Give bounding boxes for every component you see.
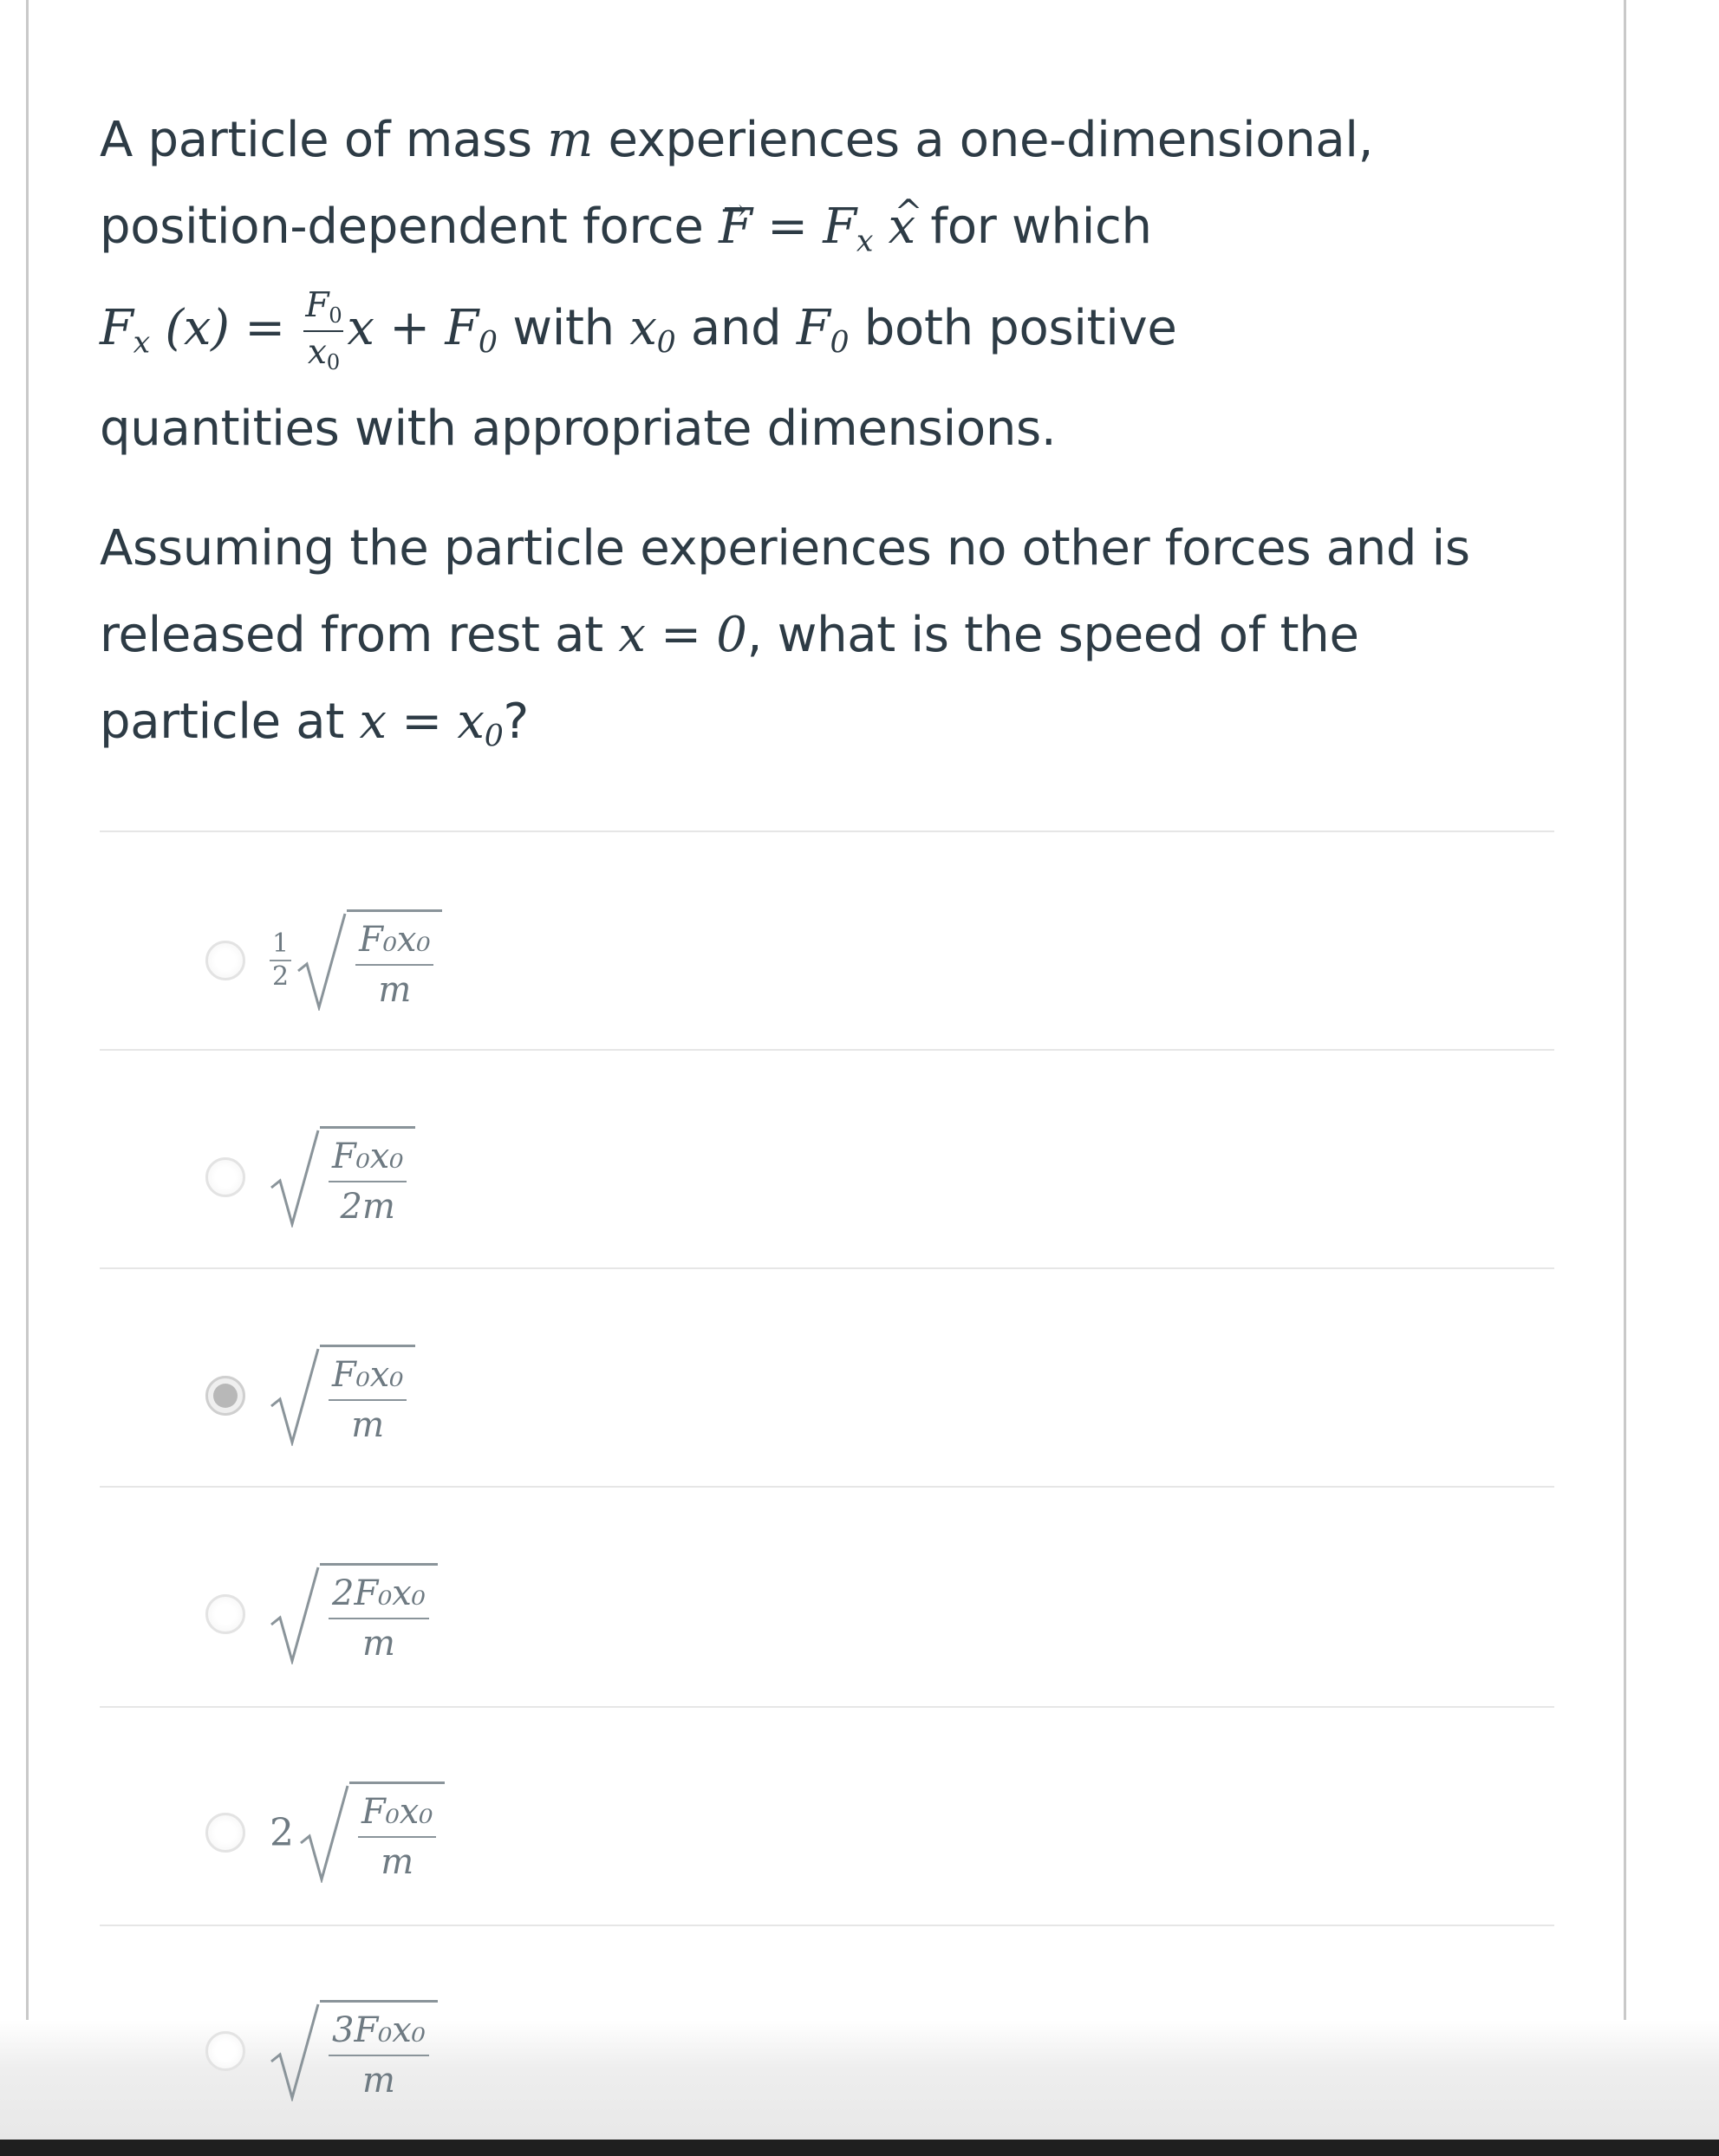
sub-0: 0	[478, 325, 498, 361]
square-root-icon	[296, 910, 347, 1011]
sub-0: 0	[484, 720, 504, 755]
math-x0: x	[629, 299, 657, 356]
radicand-fraction	[320, 1345, 415, 1444]
radio-dot	[213, 1384, 238, 1408]
answer-formula	[270, 910, 442, 1011]
text: Assuming the particle experiences no other forces and is	[100, 520, 1470, 577]
radicand-denominator: m	[378, 969, 412, 1010]
math-fraction-F0-over-x0	[303, 286, 343, 375]
math-Fx: F	[100, 299, 133, 356]
radicand-denominator: m	[351, 1404, 385, 1445]
radicand-numerator: F₀x₀	[358, 1793, 436, 1838]
answer-formula	[270, 1782, 445, 1883]
answer-option-5[interactable]	[205, 1781, 812, 1885]
radio-button[interactable]	[205, 941, 245, 980]
question-paragraph-2	[100, 505, 1573, 780]
coefficient-numerator: 1	[270, 931, 291, 961]
answer-formula	[270, 1345, 415, 1446]
coefficient	[270, 928, 291, 992]
question-paragraph-1	[100, 97, 1573, 472]
coefficient: 2	[270, 1810, 294, 1855]
answer-option-3[interactable]	[205, 1344, 812, 1448]
math-argument: (x) =	[149, 299, 301, 356]
page-frame-left-border	[26, 0, 29, 2156]
coefficient-denominator: 2	[272, 961, 290, 992]
radicand-fraction	[320, 2000, 438, 2100]
answer-option-2[interactable]	[205, 1125, 812, 1229]
math-x-hat: ^ x	[889, 184, 915, 270]
radicand-fraction	[320, 1563, 438, 1663]
radicand-fraction	[349, 1781, 445, 1881]
math-x-equals-0: x = 0	[618, 607, 747, 664]
text: particle at	[100, 694, 360, 751]
answer-option-4[interactable]	[205, 1562, 812, 1666]
text: released from rest at	[100, 607, 619, 664]
radio-button[interactable]	[205, 2031, 245, 2071]
divider	[100, 1267, 1554, 1269]
fraction-denominator: x	[307, 332, 327, 372]
sub-0: 0	[830, 325, 850, 361]
math-x-equals-x0: x = x	[359, 694, 485, 751]
divider	[100, 1049, 1554, 1051]
answer-option-6[interactable]	[205, 1999, 812, 2103]
square-root-icon	[299, 1782, 349, 1883]
radicand-numerator: F₀x₀	[329, 1356, 407, 1401]
text: ?	[503, 694, 529, 751]
text: , what is the speed of the	[746, 607, 1359, 664]
sub-0: 0	[656, 325, 676, 361]
answer-option-1[interactable]	[205, 909, 812, 1013]
radicand-numerator: F₀x₀	[355, 921, 433, 966]
answer-formula	[270, 2001, 438, 2101]
divider	[100, 1706, 1554, 1708]
radio-button[interactable]	[205, 1813, 245, 1853]
answer-formula	[270, 1564, 438, 1664]
radio-button[interactable]	[205, 1594, 245, 1634]
divider	[100, 1925, 1554, 1926]
text: both positive	[849, 299, 1177, 356]
square-root-icon	[270, 1127, 320, 1228]
radicand-numerator: 2F₀x₀	[329, 1574, 429, 1619]
square-root-icon	[270, 1564, 320, 1664]
math-m: m	[547, 112, 594, 168]
radicand-fraction	[320, 1126, 415, 1226]
radicand-denominator: 2m	[340, 1186, 395, 1227]
text: experiences a one-dimensional,	[593, 112, 1374, 168]
square-root-icon	[270, 1345, 320, 1446]
radicand-numerator: 3F₀x₀	[329, 2011, 429, 2056]
fraction-numerator: F	[305, 286, 329, 326]
radicand-denominator: m	[361, 2060, 395, 2101]
radicand-fraction	[347, 909, 442, 1009]
sub-0: 0	[326, 348, 340, 375]
math-Fx: F	[823, 199, 856, 255]
divider	[100, 830, 1554, 832]
question-text	[100, 97, 1573, 780]
text: and	[675, 299, 797, 356]
text: position-dependent force	[100, 199, 720, 255]
radicand-denominator: m	[361, 1623, 395, 1664]
coefficient-fraction	[270, 928, 291, 992]
sub-0: 0	[329, 303, 342, 329]
math-x-plus-F: x + F	[347, 299, 479, 356]
text: quantities with appropriate dimensions.	[100, 401, 1057, 458]
text: A particle of mass	[100, 112, 548, 168]
math-force-vector: → F	[719, 184, 752, 270]
radicand-denominator: m	[381, 1841, 414, 1882]
radio-button[interactable]	[205, 1157, 245, 1197]
square-root-icon	[270, 2001, 320, 2101]
answer-formula	[270, 1127, 415, 1228]
text: for which	[915, 199, 1152, 255]
window-bottom-edge	[0, 2140, 1719, 2156]
math-sub-x: x	[856, 224, 874, 259]
page-frame-right-border	[1624, 0, 1626, 2156]
text: with	[497, 299, 630, 356]
radicand-numerator: F₀x₀	[329, 1137, 407, 1182]
radio-button-selected[interactable]	[205, 1376, 245, 1416]
math-F0: F	[796, 299, 830, 356]
math-equals: =	[752, 199, 824, 255]
math-sub-x: x	[133, 325, 150, 361]
divider	[100, 1486, 1554, 1488]
